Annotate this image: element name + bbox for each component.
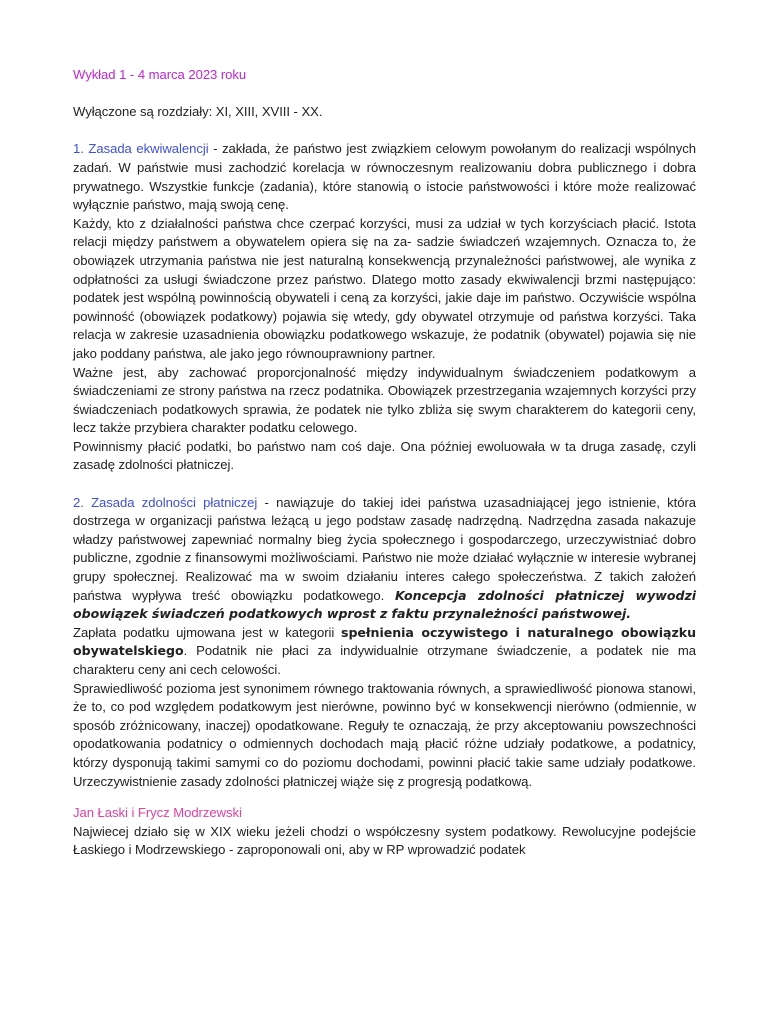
lecture-title: Wykład 1 - 4 marca 2023 roku — [73, 67, 247, 82]
section-3-heading: Jan Łaski i Frycz Modrzewski — [73, 805, 242, 821]
excluded-chapters: Wyłączone są rozdziały: XI, XIII, XVIII - XX. — [73, 104, 323, 120]
section-3-paragraph-1: Najwiecej działo się w XIX wieku jeżeli chodzi o współczesny system podatkowy. Rewolucyjne podejście Łaskiego i Modrzewskiego - zaproponowali oni, aby w RP wprowadzić podatek — [73, 823, 696, 858]
section-1-paragraph-2: Każdy, kto z działalności państwa chce czerpać korzyści, musi za udział w tych korzyściach płacić. Istota relacji między państwem a obywatelem opiera się na za- sadzie świadczeń wzajemnych. Oznacza to, że obowiązek utrzymania państwa nie jest naturalną konsekwencją przynależności państwowej, ale wynika z odpłatności za usługi świadczone przez państwo. Dlatego motto zasady ekwiwalencji brzmi następująco: podatek jest wspólną powinnością obywateli i ceną za korzyści, jakie daje im państwo. Oczywiście wspólna powinność (obowiązek podatkowy) pojawia się wtedy, gdy obywatel otrzymuje od państwa korzyści. Taka relacja w zakresie uzasadnienia obowiązku podatkowego wskazuje, że podatnik (obywatel) pojawia się nie jako poddany państwa, ale jako jego równouprawniony partner. — [73, 215, 696, 361]
section-2-paragraph-3: Sprawiedliwość pozioma jest synonimem równego traktowania równych, a sprawiedliwość pionowa stanowi, że to, co pod względem podatkowym jest nierówne, powinno być w konsekwencji nierówno (odmiennie, w sposób zróżnicowany, inaczej) opodatkowane. Reguły te oznaczają, że przy akceptowaniu powszechności opodatkowania podatnicy o odmiennych dochodach mają płacić różne udziały podatkowe, a podatnicy, którzy dysponują takimi samymi co do poziomu dochodami, powinni płacić takie same udziały podatkowe. Urzeczywistnienie zasady zdolności płatniczej wiąże się z progresją podatkową. — [73, 680, 696, 789]
section-2-p2-bold: spełnienia oczywistego i naturalnego obowiązku obywatelskiego — [73, 624, 696, 659]
section-1-paragraph-3: Ważne jest, aby zachować proporcjonalność między indywidualnym świadczeniem podatkowym a świadczeniami ze strony państwa na rzecz podatnika. Obowiązek przestrzegania wzajemnych korzyści przy świadczeniach podatkowych sprawia, że podatek nie tylko zbliża się swym charakterem do kategorii ceny, lecz także przybiera charakter podatku celowego. — [73, 364, 696, 436]
section-2-p2-a: Zapłata podatku ujmowana jest w kategorii — [73, 624, 342, 640]
section-2-bold-concept: Koncepcja zdolności płatniczej wywodzi obowiązek świadczeń podatkowych wprost z faktu przynależności państwowej. — [73, 587, 697, 622]
section-1-paragraph-4: Powinnismy płacić podatki, bo państwo nam coś daje. Ona później ewoluowała w ta druga zasadę, czyli zasadę zdolności płatniczej. — [73, 438, 696, 473]
section-2-intro-text: - nawiązuje do takiej idei państwa uzasadniającej jego istnienie, która dostrzega w organizacji państwa leżącą u jego podstaw zasadę nadrzędną. Nadrzędna zasada nakazuje władzy państwowej zapewniać normalny bieg życia społecznego i gospodarczego, urzeczywistniać dobro publiczne, zgodnie z finansowymi możliwościami. Państwo nie może działać wyłącznie w interesie wybranej grupy społecznej. Realizować ma w swoim działaniu interes całego społeczeństwa. Z takich założeń państwa wypływa treść obowiązku podatkowego. — [73, 494, 696, 603]
section-1-intro-text: - zakłada, że państwo jest związkiem celowym powołanym do realizacji wspólnych zadań. W państwie musi zachodzić korelacja w równoczesnym realizowaniu dobra publicznego i dobra prywatnego. Wszystkie funkcje (zadania), które stanowią o istocie państwowości i które może realizować wyłącznie państwo, mają swoją cenę. — [73, 141, 696, 213]
section-1-heading: 1. Zasada ekwiwalencji — [73, 141, 209, 157]
section-2-intro — [73, 494, 696, 624]
section-2-heading: 2. Zasada zdolności płatniczej — [73, 494, 258, 510]
section-2-paragraph-2 — [73, 624, 696, 680]
section-1-intro — [73, 140, 696, 214]
section-2-p2-b: . Podatnik nie płaci za indywidualnie otrzymane świadczenie, a podatek nie ma charakteru ceny ani cech celowości. — [73, 643, 696, 677]
